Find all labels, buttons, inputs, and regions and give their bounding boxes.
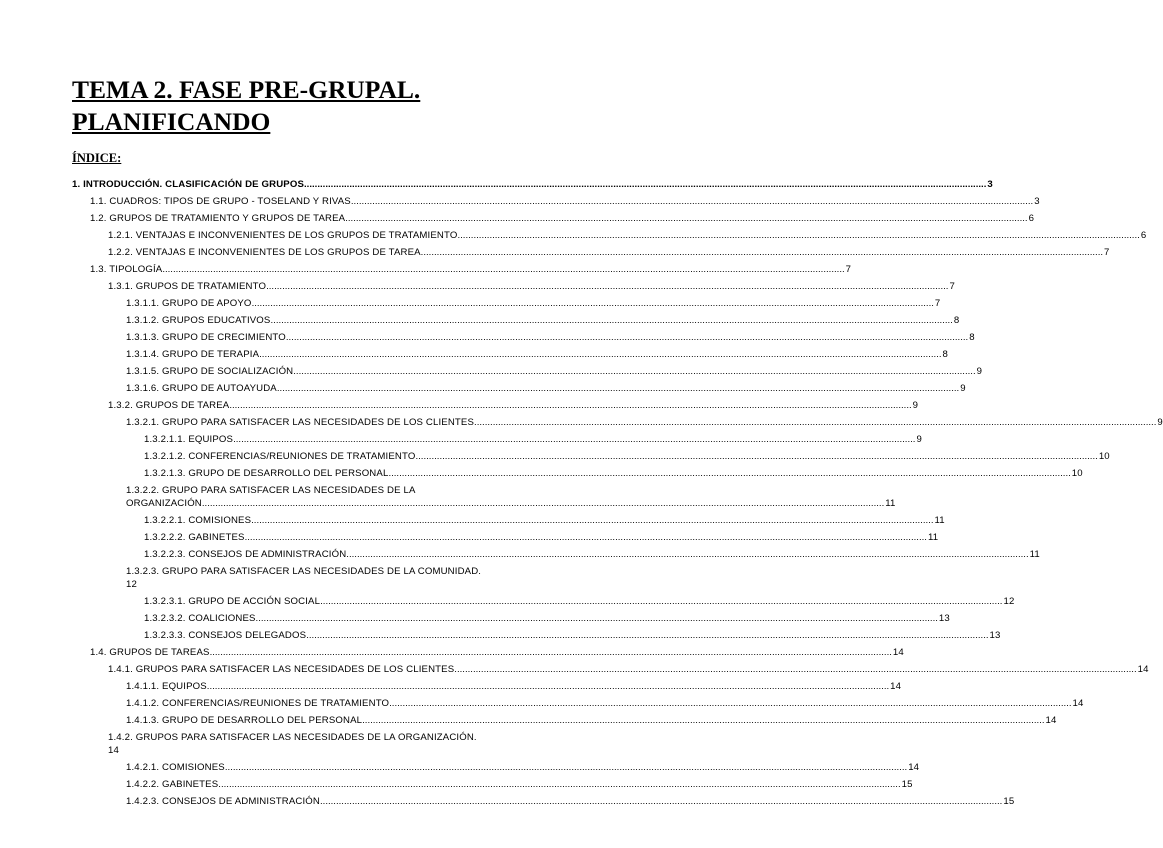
toc-page-number: 9 [916, 434, 922, 445]
toc-entry[interactable] [72, 227, 1147, 244]
toc-entry[interactable] [72, 546, 1040, 563]
toc-page-number: 10 [1071, 468, 1083, 479]
toc-page-number: 9 [912, 400, 919, 411]
toc-entry[interactable] [72, 329, 975, 346]
toc-entry-text: 1.3.2.2. GRUPO PARA SATISFACER LAS NECESIDADES DE LA [126, 485, 416, 496]
toc-page-number: 8 [953, 315, 960, 326]
toc-leader [346, 548, 1028, 561]
toc-leader [389, 697, 1071, 710]
toc-entry[interactable] [72, 193, 1040, 210]
toc-page-number: 3 [987, 179, 993, 190]
toc-entry-text: 1.3.2.2.3. CONSEJOS DE ADMINISTRACIÓN [144, 549, 347, 560]
toc-page-number: 11 [934, 515, 945, 526]
toc-entry-text-continued: ORGANIZACIÓN [126, 498, 202, 509]
title-line-1: TEMA 2. FASE PRE-GRUPAL. [72, 75, 421, 104]
toc-entry-text: 1.3.1.3. GRUPO DE CRECIMIENTO [126, 332, 286, 343]
toc-entry[interactable] [72, 363, 983, 380]
toc-entry[interactable] [72, 678, 902, 695]
toc-page-number: 7 [949, 281, 955, 292]
toc-leader [251, 514, 933, 527]
toc-page-number: 6 [1140, 230, 1147, 241]
toc-page-number: 8 [969, 332, 975, 343]
toc-entry-text: 1.3.1.4. GRUPO DE TERAPIA [126, 349, 260, 360]
toc-page-number: 6 [1028, 213, 1035, 224]
toc-leader [259, 348, 941, 361]
toc-entry-text: 1.3.2.1. GRUPO PARA SATISFACER LAS NECESIDADES DE LOS CLIENTES [126, 417, 475, 428]
toc-page-number: 11 [885, 498, 896, 509]
toc-entry-text: 1.4.2.2. GABINETES [126, 779, 219, 790]
toc-entry[interactable] [72, 448, 1110, 465]
toc-leader [454, 663, 1136, 676]
toc-entry[interactable] [72, 278, 955, 295]
toc-page-number: 14 [1137, 664, 1149, 675]
toc-entry-text: 1.3.2.3.2. COALICIONES [144, 613, 256, 624]
toc-page-number: 8 [942, 349, 948, 360]
toc-leader [162, 263, 844, 276]
toc-entry[interactable] [72, 346, 948, 363]
toc-page-number: 9 [960, 383, 966, 394]
table-of-contents [72, 176, 1163, 810]
toc-leader [457, 229, 1139, 242]
toc-entry-text: 1.2.1. VENTAJAS E INCONVENIENTES DE LOS GRUPOS DE TRATAMIENTO [108, 230, 458, 241]
toc-leader [233, 433, 915, 446]
toc-leader [218, 778, 900, 791]
toc-page-number: 3 [1034, 196, 1040, 207]
toc-leader [320, 595, 1002, 608]
toc-entry[interactable] [72, 414, 1163, 431]
toc-leader [421, 246, 1103, 259]
toc-entry-text: 1.3.1.2. GRUPOS EDUCATIVOS [126, 315, 271, 326]
toc-page-number: 10 [1098, 451, 1110, 462]
toc-entry-text: 1.4. GRUPOS DE TAREAS [90, 647, 210, 658]
toc-entry-text: 1.3.2.2.2. GABINETES [144, 532, 245, 543]
toc-leader [474, 416, 1156, 429]
toc-entry-text: 1. INTRODUCCIÓN. CLASIFICACIÓN DE GRUPOS [72, 179, 304, 190]
toc-entry-text: 1.3.2.2.1. COMISIONES [144, 515, 252, 526]
toc-entry-text: 1.3.2.1.2. CONFERENCIAS/REUNIONES DE TRATAMIENTO [144, 451, 416, 462]
toc-leader [270, 314, 952, 327]
toc-leader [362, 714, 1044, 727]
toc-entry-text: 1.3.2.3.1. GRUPO DE ACCIÓN SOCIAL [144, 596, 321, 607]
toc-entry[interactable] [72, 563, 528, 593]
toc-page-number: 14 [892, 647, 904, 658]
toc-leader [320, 795, 1002, 808]
toc-leader [277, 382, 959, 395]
toc-leader [210, 646, 892, 659]
toc-entry-text: 1.1. CUADROS: TIPOS DE GRUPO - TOSELAND Y RIVAS [90, 196, 351, 207]
toc-entry-text: 1.4.1.2. CONFERENCIAS/REUNIONES DE TRATAMIENTO [126, 698, 390, 709]
toc-page-number: 14 [890, 681, 902, 692]
toc-entry[interactable] [72, 627, 1001, 644]
toc-entry[interactable] [72, 512, 945, 529]
toc-page-number: 15 [901, 779, 913, 790]
toc-entry[interactable] [72, 244, 1110, 261]
toc-entry-text: 1.3.1.6. GRUPO DE AUTOAYUDA [126, 383, 277, 394]
toc-page-number: 7 [845, 264, 852, 275]
toc-entry-text: 1.3.2.1.1. EQUIPOS [144, 434, 234, 445]
toc-page-number: 13 [938, 613, 950, 624]
toc-entry-text: 1.2. GRUPOS DE TRATAMIENTO Y GRUPOS DE TAREA [90, 213, 346, 224]
toc-entry[interactable] [72, 593, 1015, 610]
toc-leader [252, 297, 934, 310]
toc-entry-text: 1.3.1.1. GRUPO DE APOYO [126, 298, 252, 309]
toc-entry[interactable] [72, 380, 966, 397]
toc-leader [266, 280, 948, 293]
toc-page-number: 14 [108, 745, 119, 756]
toc-leader [225, 761, 907, 774]
toc-leader [388, 467, 1070, 480]
toc-entry[interactable] [72, 529, 939, 546]
toc-leader [245, 531, 927, 544]
toc-entry-text: 1.4.1. GRUPOS PARA SATISFACER LAS NECESIDADES DE LOS CLIENTES [108, 664, 455, 675]
toc-page-number: 9 [1157, 417, 1163, 428]
toc-entry[interactable] [72, 312, 960, 329]
toc-page-number: 13 [989, 630, 1001, 641]
toc-entry[interactable] [72, 729, 528, 759]
toc-entry-text: 1.3.1. GRUPOS DE TRATAMIENTO [108, 281, 267, 292]
toc-entry[interactable] [72, 295, 941, 312]
toc-entry-text: 1.3.2.3. GRUPO PARA SATISFACER LAS NECESIDADES DE LA COMUNIDAD. [126, 566, 482, 577]
toc-entry[interactable] [72, 776, 913, 793]
toc-entry[interactable] [72, 695, 1084, 712]
toc-entry[interactable] [72, 210, 1035, 227]
index-heading: ÍNDICE: [72, 151, 122, 165]
toc-page-number: 9 [976, 366, 983, 377]
toc-entry[interactable] [72, 397, 919, 414]
toc-entry[interactable] [72, 465, 1083, 482]
toc-entry[interactable] [72, 793, 1015, 810]
toc-entry-text: 1.4.1.3. GRUPO DE DESARROLLO DEL PERSONAL [126, 715, 363, 726]
toc-entry-text: 1.3.2.1.3. GRUPO DE DESARROLLO DEL PERSONAL [144, 468, 389, 479]
title-line-2: PLANIFICANDO [72, 107, 271, 136]
toc-entry[interactable] [72, 759, 920, 776]
toc-page-number: 7 [934, 298, 941, 309]
toc-entry-text: 1.3.2.3.3. CONSEJOS DELEGADOS [144, 630, 307, 641]
toc-entry-text: 1.3. TIPOLOGÍA [90, 264, 163, 275]
toc-leader [229, 399, 911, 412]
toc-page-number: 15 [1003, 796, 1015, 807]
toc-entry-text: 1.2.2. VENTAJAS E INCONVENIENTES DE LOS GRUPOS DE TAREA [108, 247, 421, 258]
toc-entry[interactable] [72, 176, 993, 193]
toc-leader [256, 612, 938, 625]
toc-leader [293, 365, 975, 378]
toc-entry[interactable] [72, 482, 896, 512]
toc-page-number: 12 [1003, 596, 1015, 607]
toc-leader [286, 331, 968, 344]
toc-entry[interactable] [72, 431, 922, 448]
toc-page-number: 11 [1029, 549, 1040, 560]
toc-page-number: 7 [1104, 247, 1110, 258]
toc-page-number: 12 [126, 579, 137, 590]
toc-entry[interactable] [72, 661, 1149, 678]
toc-entry-text: 1.4.1.1. EQUIPOS [126, 681, 207, 692]
toc-entry[interactable] [72, 644, 904, 661]
toc-leader [207, 680, 889, 693]
toc-leader [202, 497, 884, 510]
toc-page-number: 14 [1045, 715, 1057, 726]
toc-leader [304, 178, 986, 191]
toc-page-number: 11 [927, 532, 939, 543]
toc-leader [306, 629, 988, 642]
toc-leader [351, 195, 1033, 208]
toc-leader [345, 212, 1027, 225]
toc-entry[interactable] [72, 610, 950, 627]
toc-entry[interactable] [72, 261, 852, 278]
toc-entry-text: 1.3.2. GRUPOS DE TAREA [108, 400, 230, 411]
toc-leader [415, 450, 1097, 463]
document-title [72, 74, 532, 138]
toc-entry-text: 1.4.2. GRUPOS PARA SATISFACER LAS NECESIDADES DE LA ORGANIZACIÓN. [108, 732, 477, 743]
toc-page-number: 14 [908, 762, 920, 773]
toc-entry-text: 1.3.1.5. GRUPO DE SOCIALIZACIÓN [126, 366, 294, 377]
toc-entry-text: 1.4.2.1. COMISIONES [126, 762, 225, 773]
toc-entry[interactable] [72, 712, 1057, 729]
toc-page-number: 14 [1072, 698, 1084, 709]
toc-entry-text: 1.4.2.3. CONSEJOS DE ADMINISTRACIÓN [126, 796, 320, 807]
